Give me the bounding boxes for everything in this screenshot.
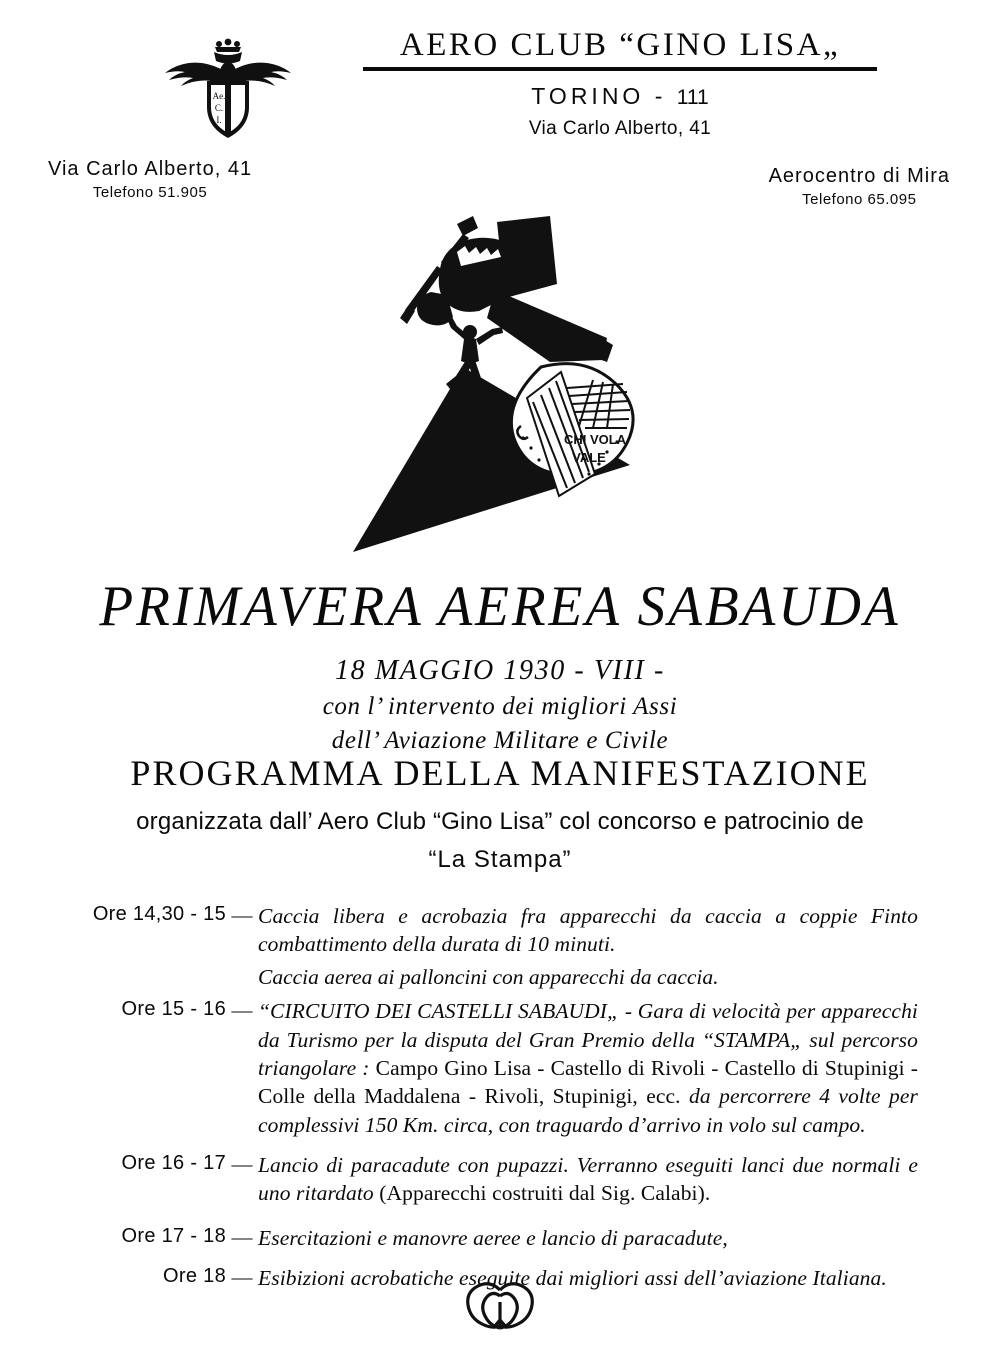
schedule-time: Ore 18 [163,1265,226,1288]
programme-heading: PROGRAMMA DELLA MANIFESTAZIONE [130,753,870,793]
programme-schedule [88,902,918,1295]
header-city-line [360,83,880,110]
schedule-description [258,1151,918,1208]
schedule-text-italic-a: “CIRCUITO DEI CASTELLI SABAUDI„ - Gara di velocità per apparecchi da Turismo per la disputa del Gran Premio della “STAMPA„ sul percorso triangolare : [258,999,918,1080]
address-block-right [769,165,950,208]
programme-organizer: organizzata dall’ Aero Club “Gino Lisa” col concorso e patrocinio de [136,808,864,835]
header-city: TORINO - [531,82,677,109]
globe-motto-line2: VALE [572,450,606,465]
address-right-name: Aerocentro di Mira [768,165,950,187]
schedule-text-italic-b: da percorrere 4 volte per complessivi 150 Km. circa, con traguardo d’arrivo in volo sul campo. [258,1084,919,1137]
colophon-icon [455,1278,545,1340]
aero-club-emblem-icon [163,33,293,145]
svg-text:C.: C. [214,103,224,113]
letterhead-header [0,0,1000,150]
schedule-description: Esercitazioni e manovre aeree e lancio di paracadute, [258,1225,728,1250]
schedule-text-italic-a: Lancio di paracadute con pupazzi. Verranno eseguiti lanci due normali e uno ritardato [258,1153,918,1206]
header-address: Via Carlo Alberto, 41 [528,117,712,139]
header-divider-rule [363,67,877,71]
event-title: PRIMAVERA AEREA SABAUDA [99,575,901,638]
schedule-text-roman: (Apparecchi costruiti dal Sig. Calabi). [379,1181,711,1206]
address-left-street: Via Carlo Alberto, 41 [48,158,253,180]
schedule-row [88,997,918,1139]
schedule-description: Esibizioni acrobatiche eseguite dai migliori assi dell’aviazione Italiana. [258,1266,887,1291]
svg-text:Ae.: Ae. [212,91,226,101]
club-name: AERO CLUB “GINO LISA„ [399,27,841,63]
header-title-block [360,28,880,140]
event-title-block [0,575,1000,755]
schedule-time: Ore 15 - 16 [121,998,226,1021]
schedule-time: Ore 14,30 - 15 [92,903,226,925]
schedule-row [88,1151,918,1208]
programme-patron: “La Stampa” [428,846,572,873]
printer-colophon [0,1278,1000,1345]
schedule-dash: — [231,1224,253,1249]
schedule-dash: — [231,998,253,1023]
schedule-time: Ore 16 - 17 [121,1152,226,1174]
event-subtitle-line2: dell’ Aviazione Militare e Civile [331,727,669,754]
aviation-illustration [345,212,655,572]
schedule-dash: — [231,903,253,927]
event-date: 18 MAGGIO 1930 - VIII - [335,655,665,686]
svg-text:I.: I. [216,115,222,125]
schedule-text-roman: Campo Gino Lisa - Castello di Rivoli - Castello di Stupinigi - Colle della Maddalena - Rivoli, Stupinigi, ecc. [258,1055,918,1109]
schedule-row [88,902,918,959]
address-block-left [48,158,252,201]
schedule-description [258,997,918,1139]
globe-motto-line1: CHI VOLA [563,432,627,447]
event-subtitle-line1: con l’ intervento dei migliori Assi [322,693,678,720]
address-right-phone: Telefono 65.095 [802,191,917,208]
spacer [88,1210,918,1224]
schedule-dash: — [231,1265,253,1290]
header-city-number: 111 [676,85,709,109]
spacer [88,1141,918,1151]
schedule-time: Ore 17 - 18 [121,1224,226,1247]
schedule-description: Caccia libera e acrobazia fra apparecchi da caccia a coppie Finto combattimento della durata di 10 minuti. [258,904,918,957]
schedule-dash: — [231,1152,253,1176]
spacer [88,1254,918,1264]
schedule-description-extra: Caccia aerea ai palloncini con apparecchi da caccia. [258,964,719,989]
schedule-row [88,1224,918,1252]
programme-heading-block [0,752,1000,874]
address-left-phone: Telefono 51.905 [92,184,208,201]
